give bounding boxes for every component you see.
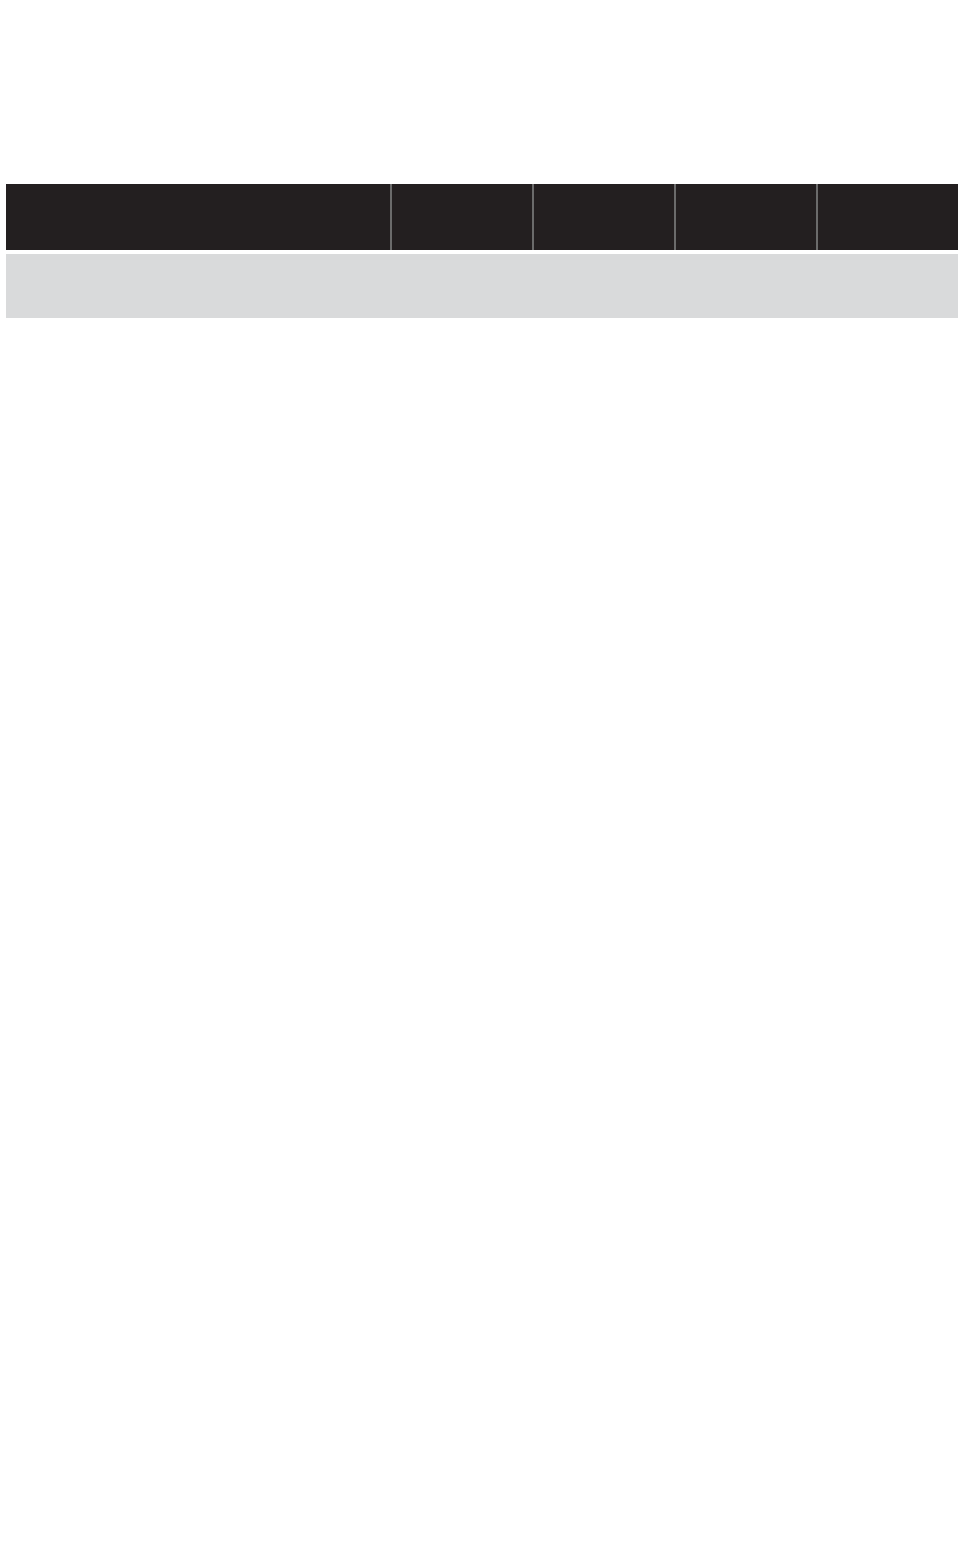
header-cell-mean bbox=[390, 184, 532, 250]
header-cell-std-dev bbox=[816, 184, 958, 250]
section-label bbox=[6, 254, 958, 318]
section-row bbox=[6, 254, 958, 318]
header-cell-minimum bbox=[532, 184, 674, 250]
header-cell-maximum bbox=[674, 184, 816, 250]
results-table bbox=[6, 184, 958, 322]
header-cell-empty bbox=[6, 184, 390, 250]
table-header-row bbox=[6, 184, 958, 250]
